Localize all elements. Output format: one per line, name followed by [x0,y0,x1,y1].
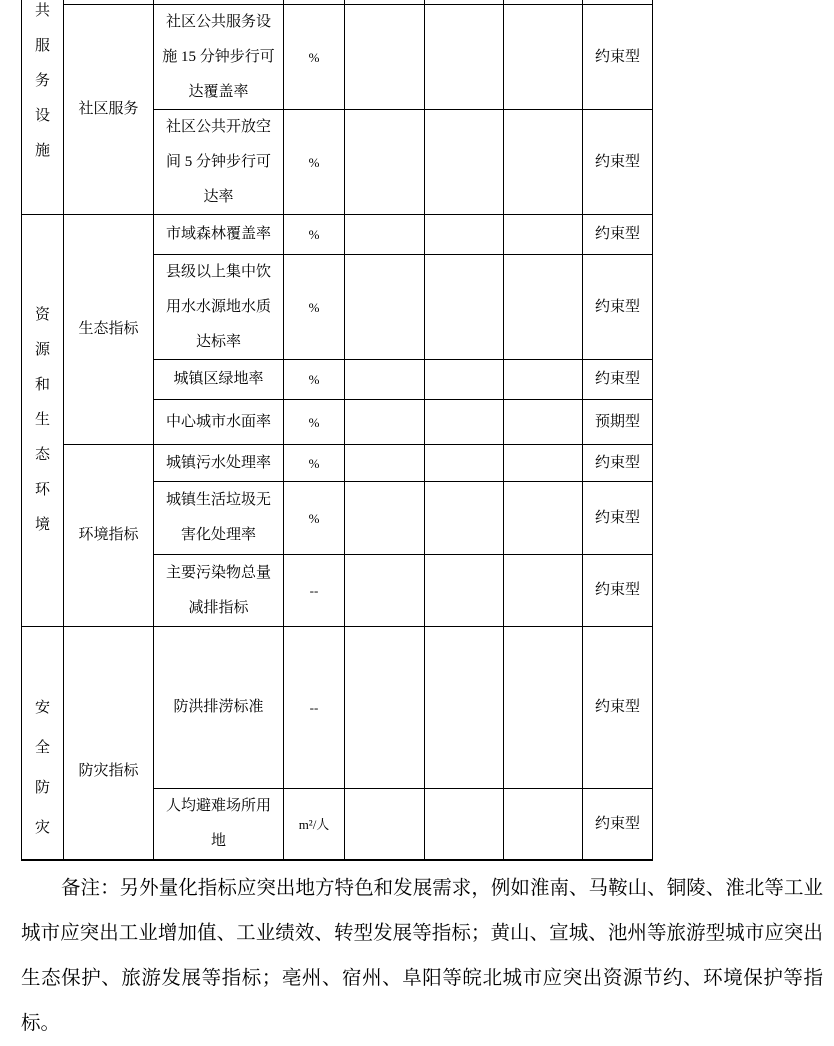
type-cell: 约束型 [583,5,653,110]
indicator-cell: 城镇污水处理率 [154,445,284,482]
value-cell-empty [425,482,504,555]
indicator-cell: 社区公共开放空间 5 分钟步行可达率 [154,110,284,215]
indicator-cell: 中心城市水面率 [154,400,284,445]
value-cell-empty [345,627,425,789]
type-cell: 约束型 [583,627,653,789]
indicator-cell: 县级以上集中饮用水水源地水质达标率 [154,255,284,360]
value-cell-empty [345,5,425,110]
unit-cell: % [284,110,345,215]
indicator-cell: 社区公共服务设施 15 分钟步行可达覆盖率 [154,5,284,110]
value-cell-empty [345,400,425,445]
unit-cell: % [284,360,345,400]
value-cell-empty [345,215,425,255]
unit-cell: % [284,215,345,255]
subcategory-cell [64,5,154,215]
unit-cell: -- [284,555,345,627]
unit-cell: % [284,445,345,482]
type-cell: 约束型 [583,360,653,400]
unit-cell: % [284,482,345,555]
value-cell-empty [425,5,504,110]
value-cell-empty [425,789,504,859]
value-cell-empty [504,789,583,859]
subcategory-label: 环境指标 [78,527,139,543]
value-cell-empty [345,445,425,482]
type-cell: 约束型 [583,110,653,215]
subcategory-label: 防灾指标 [78,762,139,779]
value-cell-empty [504,482,583,555]
note-paragraph: 备注：另外量化指标应突出地方特色和发展需求，例如淮南、马鞍山、铜陵、淮北等工业城市应突出工业增加值、工业绩效、转型发展等指标；黄山、宣城、池州等旅游型城市应突出生态保护、旅游发展等指标；亳州、宿州、阜阳等皖北城市应突出资源节约、环境保护等指标。 [21,878,823,1034]
type-cell: 预期型 [583,400,653,445]
indicator-cell: 市域森林覆盖率 [154,215,284,255]
value-cell-empty [345,255,425,360]
indicator-table [21,0,653,861]
category-label: 共服务设施 [35,3,51,159]
unit-cell: m²/人 [284,789,345,859]
subcategory-label: 生态指标 [78,321,139,337]
value-cell-empty [425,627,504,789]
indicator-cell: 防洪排涝标准 [154,627,284,789]
value-cell-empty [425,255,504,360]
category-cell [22,0,64,215]
value-cell-empty [504,360,583,400]
value-cell-empty [345,110,425,215]
type-cell: 约束型 [583,555,653,627]
value-cell-empty [425,360,504,400]
category-cell [22,627,64,859]
type-cell: 约束型 [583,255,653,360]
category-cell [22,215,64,627]
unit-cell: -- [284,627,345,789]
value-cell-empty [425,110,504,215]
subcategory-label: 社区服务 [78,101,139,117]
indicator-cell: 城镇区绿地率 [154,360,284,400]
unit-cell: % [284,5,345,110]
value-cell-empty [504,627,583,789]
value-cell-empty [345,360,425,400]
indicator-cell: 人均避难场所用地 [154,789,284,859]
value-cell-empty [345,555,425,627]
indicator-cell: 主要污染物总量减排指标 [154,555,284,627]
category-label: 资源和生态环境 [35,307,51,533]
value-cell-empty [504,445,583,482]
value-cell-empty [425,445,504,482]
value-cell-empty [425,215,504,255]
value-cell-empty [504,215,583,255]
category-label: 安全防灾 [35,700,51,836]
subcategory-cell [64,215,154,445]
value-cell-empty [345,789,425,859]
type-cell: 约束型 [583,789,653,859]
value-cell-empty [504,255,583,360]
unit-cell: % [284,255,345,360]
value-cell-empty [425,400,504,445]
type-cell: 约束型 [583,445,653,482]
value-cell-empty [504,555,583,627]
indicator-cell: 城镇生活垃圾无害化处理率 [154,482,284,555]
value-cell-empty [425,555,504,627]
subcategory-cell [64,627,154,859]
subcategory-cell [64,445,154,627]
type-cell: 约束型 [583,215,653,255]
type-cell: 约束型 [583,482,653,555]
unit-cell: % [284,400,345,445]
value-cell-empty [504,110,583,215]
value-cell-empty [345,482,425,555]
value-cell-empty [504,5,583,110]
value-cell-empty [504,400,583,445]
